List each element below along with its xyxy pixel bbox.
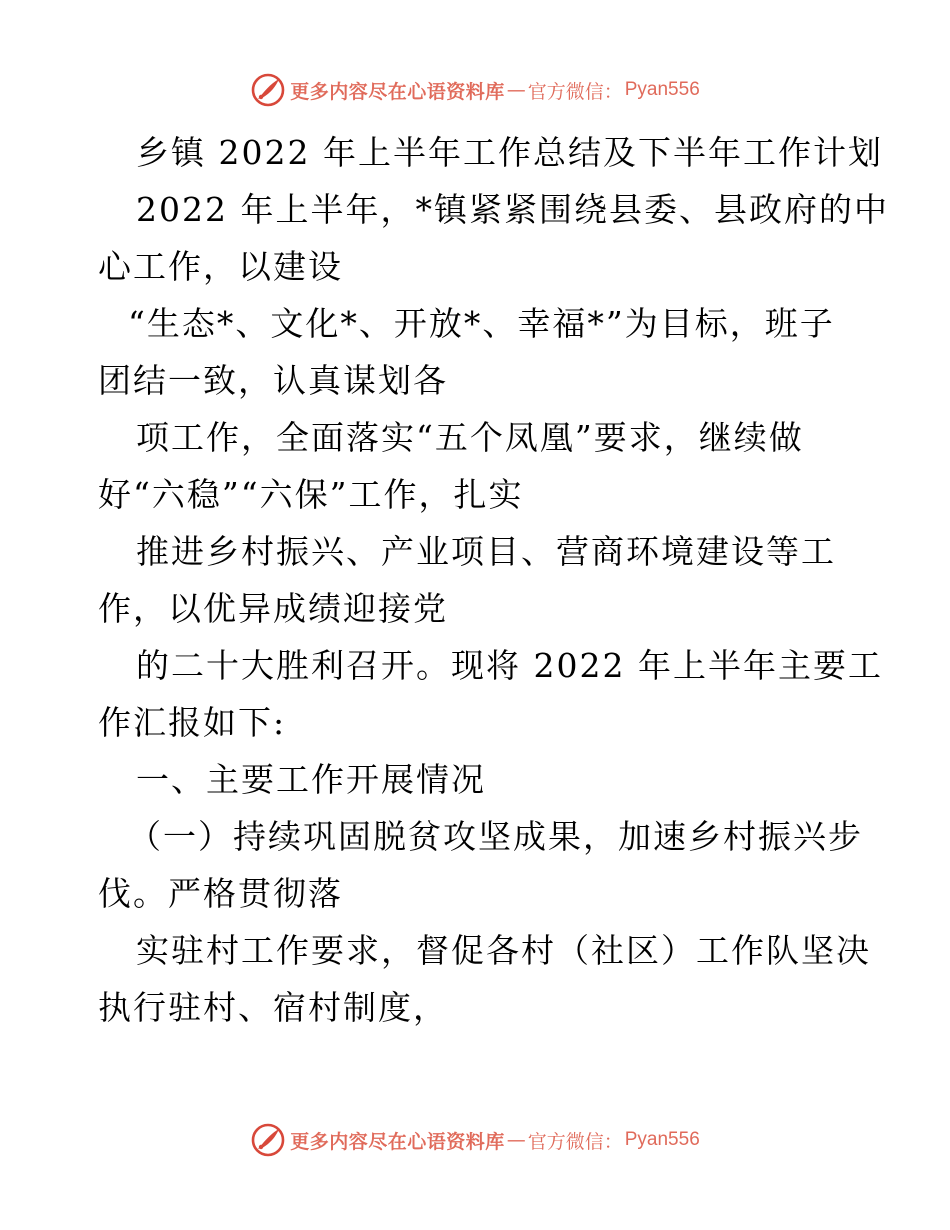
banner-site-text: 更多内容尽在心语资料库: [290, 1130, 505, 1153]
banner-separator: —: [506, 79, 526, 101]
paragraph-line: 伐。严格贯彻落: [98, 874, 343, 913]
paragraph-line: 执行驻村、宿村制度，: [98, 988, 448, 1027]
paragraph-line: 实驻村工作要求，督促各村（社区）工作队坚决: [136, 931, 871, 970]
banner-wechat-label: 官方微信：: [527, 1130, 623, 1153]
paragraph-line: 好“六稳”“六保”工作，扎实: [98, 475, 524, 514]
subsection-heading: （一）持续巩固脱贫攻坚成果，加速乡村振兴步: [128, 817, 863, 856]
section-heading: 一、主要工作开展情况: [136, 760, 486, 799]
header-banner: [0, 70, 950, 110]
document-title: 乡镇 2022 年上半年工作总结及下半年工作计划: [136, 133, 883, 172]
banner-wechat-id: Pyan556: [624, 79, 700, 100]
paragraph-line: 团结一致，认真谋划各: [98, 361, 448, 400]
quill-logo-icon: [250, 1122, 286, 1158]
paragraph-line: 的二十大胜利召开。现将 2022 年上半年主要工: [136, 646, 883, 685]
paragraph-line: 作，以优异成绩迎接党: [98, 589, 448, 628]
quill-logo-icon: [250, 72, 286, 108]
paragraph-line: 心工作，以建设: [98, 247, 343, 286]
paragraph-line: 推进乡村振兴、产业项目、营商环境建设等工: [136, 532, 836, 571]
footer-banner: [0, 1120, 950, 1160]
paragraph-line: 2022 年上半年，*镇紧紧围绕县委、县政府的中: [136, 190, 889, 229]
banner-wechat-label: 官方微信：: [527, 80, 623, 103]
paragraph-line: 项工作，全面落实“五个凤凰”要求，继续做: [136, 418, 804, 457]
banner-site-text: 更多内容尽在心语资料库: [290, 80, 505, 103]
banner-wechat-id: Pyan556: [624, 1129, 700, 1150]
paragraph-line: “生态*、文化*、开放*、幸福*”为目标，班子: [128, 304, 835, 343]
banner-separator: —: [506, 1129, 526, 1151]
document-body: [98, 124, 889, 1036]
paragraph-line: 作汇报如下:: [98, 703, 287, 742]
